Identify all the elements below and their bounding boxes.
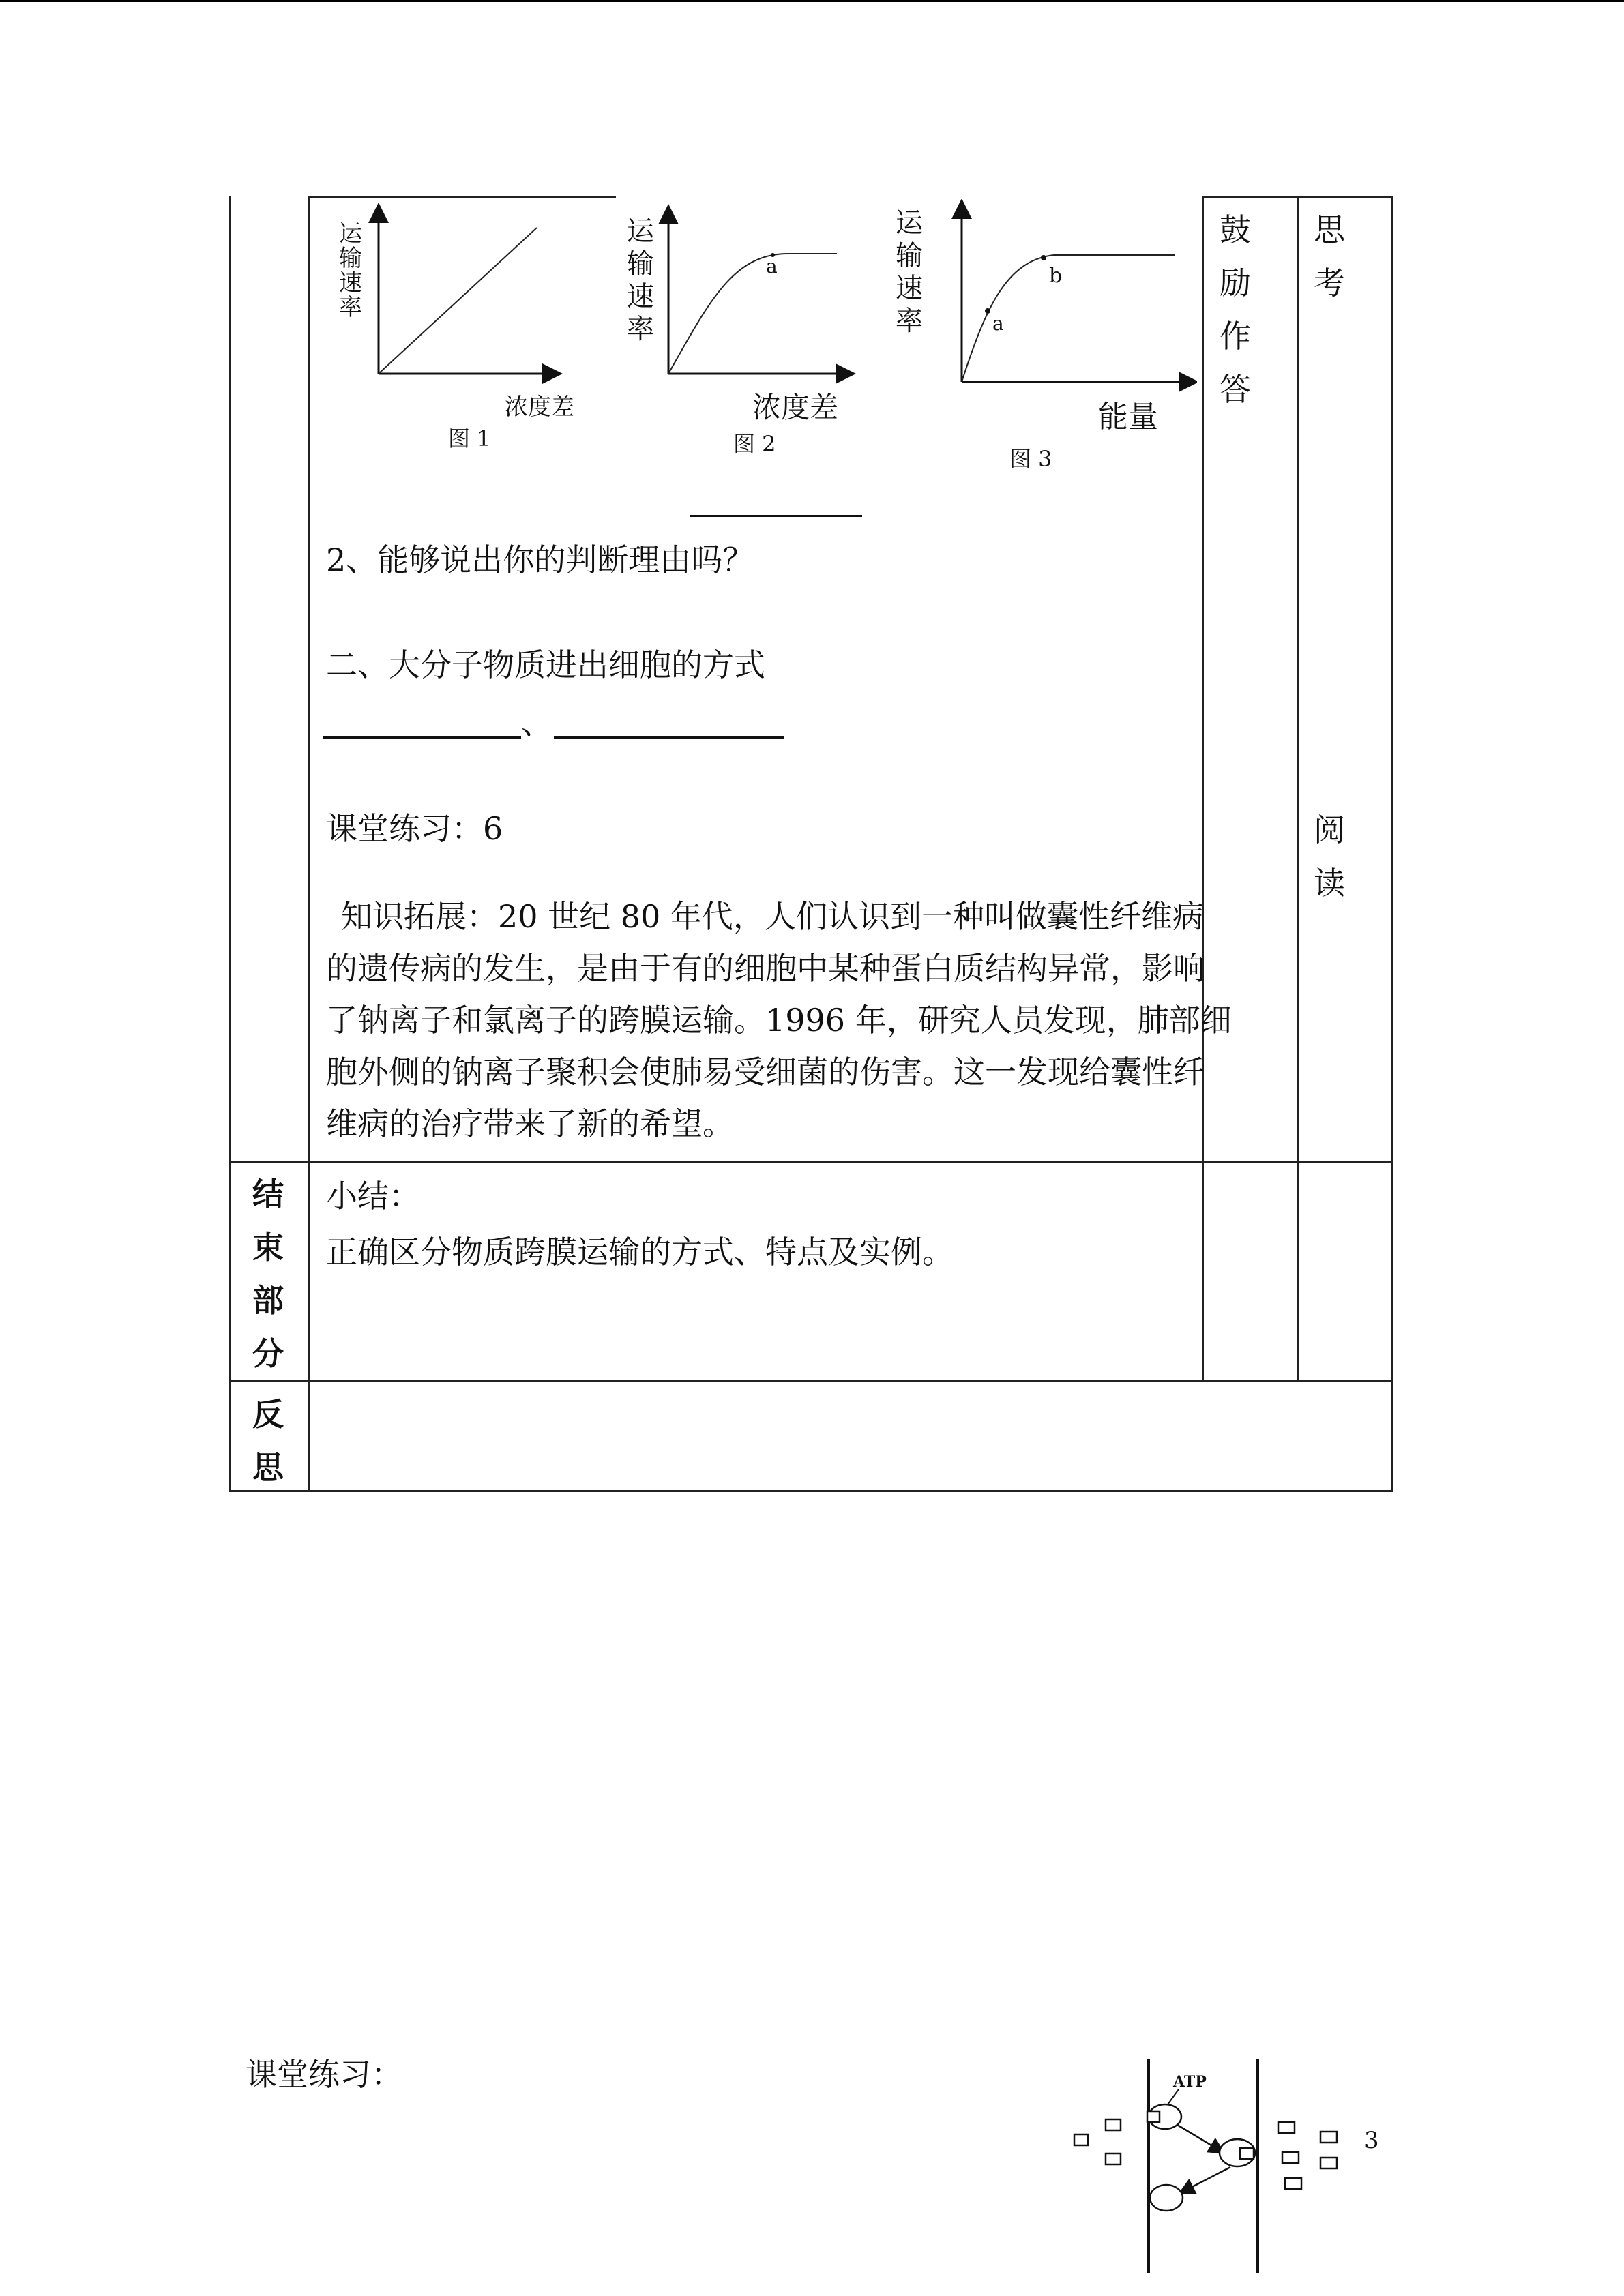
table-row-border-1 xyxy=(229,1161,1393,1163)
table-divider-1 xyxy=(308,196,310,1492)
fig2-xlabel: 浓度差 xyxy=(752,391,839,424)
molecule-3 xyxy=(1106,2153,1121,2164)
teacher-activity xyxy=(1220,203,1281,416)
end-part-char-3: 部 xyxy=(252,1282,284,1319)
section-2-heading: 二、大分子物质进出细胞的方式 xyxy=(326,646,765,683)
fig3-ylabel-c3: 速 xyxy=(896,273,923,304)
figure-2 xyxy=(627,214,846,457)
molecule-9 xyxy=(1285,2178,1301,2189)
molecule-8 xyxy=(1320,2158,1337,2168)
carrier-bound-molecule-1 xyxy=(1147,2111,1160,2122)
end-part-char-2: 束 xyxy=(252,1229,284,1266)
summary-title: 小结： xyxy=(326,1178,420,1214)
reflection-char-1: 反 xyxy=(252,1396,284,1433)
fig2-ylabel-c1: 运 xyxy=(627,215,654,247)
table-left-border xyxy=(229,196,231,1492)
table-divider-3 xyxy=(1297,196,1299,1382)
table-top-border-b xyxy=(1202,196,1393,198)
page-top-border xyxy=(0,0,1624,2)
fig2-point-a-label: a xyxy=(766,255,778,278)
figure-3 xyxy=(896,207,1189,472)
end-part-char-1: 结 xyxy=(252,1176,284,1212)
fig2-ylabel-c4: 率 xyxy=(627,314,654,345)
fig1-ylabel xyxy=(339,220,370,321)
fig1-ylabel-c2: 输 xyxy=(339,245,362,272)
atp-transport-diagram xyxy=(1064,2054,1269,2279)
table-top-border-a xyxy=(308,196,616,198)
fig1-caption: 图 1 xyxy=(448,426,491,451)
fig3-ylabel-c1: 运 xyxy=(896,207,923,239)
fig2-ylabel-c2: 输 xyxy=(627,248,654,280)
outside-molecules xyxy=(1269,2113,1350,2194)
answer-blank-1 xyxy=(690,515,862,517)
fig3-caption: 图 3 xyxy=(1009,446,1052,472)
teacher-activity-line-2: 作答 xyxy=(1220,318,1251,408)
student-activity-read: 阅读 xyxy=(1314,811,1345,901)
fig3-xlabel: 能量 xyxy=(1098,400,1158,434)
fig1-xlabel: 浓度差 xyxy=(505,393,574,421)
fig2-ylabel-c3: 速 xyxy=(627,281,654,312)
fig3-ylabel-c2: 输 xyxy=(896,240,923,271)
molecule-1 xyxy=(1074,2134,1088,2145)
teacher-activity-line-1: 鼓励 xyxy=(1220,211,1251,301)
student-activity-think: 思考 xyxy=(1314,211,1345,301)
fig2-caption: 图 2 xyxy=(733,431,776,457)
fig2-ylabel xyxy=(627,215,663,345)
fig1-ylabel-c3: 速 xyxy=(339,269,362,297)
fig3-ylabel-c4: 率 xyxy=(896,305,923,337)
footer-exercise-label: 课堂练习： xyxy=(246,2056,402,2093)
question-2: 2、能够说出你的判断理由吗？ xyxy=(326,541,754,578)
atp-label: ATP xyxy=(1173,2073,1207,2091)
fig3-point-a xyxy=(985,308,990,314)
molecule-5 xyxy=(1278,2122,1295,2133)
knowledge-extension: 知识拓展：20 世纪 80 年代，人们认识到一种叫做囊性纤维病的遗传病的发生，是由于有的细胞中某种蛋白质结构异常，影响了钠离子和氯离子的跨膜运输。1996 年，研究人员发现，肺部细胞外侧的钠离子聚积会使肺易受细菌的伤害。这一发现给囊性纤维病的治疗带来了新的希望。 xyxy=(326,898,1232,1142)
fig1-series-line xyxy=(379,228,537,374)
answer-blank-3 xyxy=(554,736,784,739)
blank-separator: 、 xyxy=(521,704,552,741)
molecule-2 xyxy=(1106,2119,1121,2130)
answer-blank-2 xyxy=(323,736,521,739)
reflection-label xyxy=(248,1388,289,1494)
transport-arrow-2 xyxy=(1185,2167,1230,2190)
molecule-6 xyxy=(1320,2132,1337,2143)
fig3-point-a-label: a xyxy=(992,312,1004,335)
table-divider-2 xyxy=(1202,196,1204,1382)
fig3-ylabel xyxy=(896,207,932,337)
fig3-point-b-label: b xyxy=(1049,264,1063,288)
table-row-border-2 xyxy=(229,1380,1393,1382)
page-number: 3 xyxy=(1364,2127,1379,2154)
table-bottom-border xyxy=(229,1490,1393,1492)
fig1-ylabel-c4: 率 xyxy=(339,294,362,321)
end-part-label xyxy=(248,1167,289,1380)
fig3-point-b xyxy=(1041,255,1046,260)
summary-text: 正确区分物质跨膜运输的方式、特点及实例。 xyxy=(326,1234,954,1270)
reflection-char-2: 思 xyxy=(252,1449,284,1486)
carrier-protein-3 xyxy=(1150,2185,1183,2211)
end-part-char-4: 分 xyxy=(252,1335,284,1372)
transport-arrow-1 xyxy=(1177,2125,1218,2149)
molecule-7 xyxy=(1282,2152,1299,2163)
carrier-bound-molecule-2 xyxy=(1240,2148,1254,2159)
transport-charts xyxy=(310,199,1197,526)
figure-1 xyxy=(339,213,574,451)
table-right-border xyxy=(1391,196,1393,1492)
fig2-series-curve xyxy=(668,254,837,374)
atp-arrow xyxy=(1168,2089,1179,2104)
fig1-ylabel-c1: 运 xyxy=(339,220,362,248)
exercise-line: 课堂练习：6 xyxy=(326,810,503,847)
